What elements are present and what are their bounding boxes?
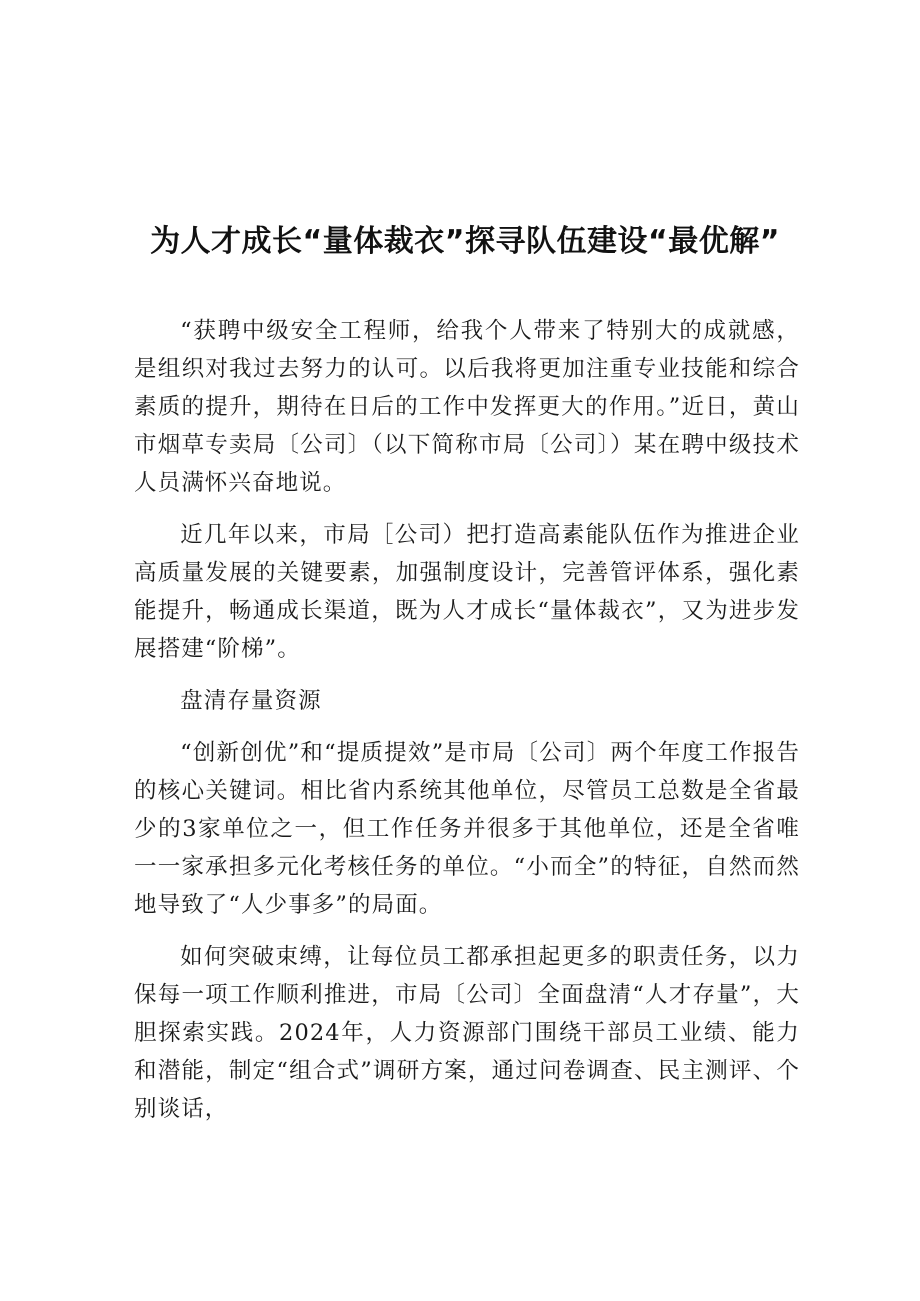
paragraph-overview: 近几年以来，市局［公司）把打造高素能队伍作为推进企业高质量发展的关键要素，加强制度设计，完善管评体系，强化素能提升，畅通成长渠道，既为人才成长“量体裁衣”，又为进步发展搭建“阶梯”。 bbox=[134, 522, 800, 662]
section-heading: 盘清存量资源 bbox=[180, 688, 322, 714]
paragraph-talent-inventory: 如何突破束缚，让每位员工都承担起更多的职责任务，以力保每一项工作顺利推进，市局〔公司〕全面盘清“人才存量”，大胆探索实践。2024年，人力资源部门围绕干部员工业绩、能力和潜能，制定“组合式”调研方案，通过问卷调查、民主测评、个别谈话， bbox=[134, 944, 800, 1122]
article-body bbox=[134, 312, 800, 1142]
article-title: 为人才成长“量体裁衣”探寻队伍建设“最优解” bbox=[150, 224, 780, 259]
paragraph-keywords: “创新创优”和“提质提效”是市局〔公司〕两个年度工作报告的核心关键词。相比省内系统其他单位，尽管员工总数是全省最少的3家单位之一，但工作任务并很多于其他单位，还是全省唯一一家承担多元化考核任务的单位。“小而全”的特征，自然而然地导致了“人少事多”的局面。 bbox=[134, 740, 800, 918]
paragraph-intro-quote: “获聘中级安全工程师，给我个人带来了特别大的成就感，是组织对我过去努力的认可。以后我将更加注重专业技能和综合素质的提升，期待在日后的工作中发挥更大的作用。”近日，黄山市烟草专卖局〔公司〕（以下简称市局〔公司〕）某在聘中级技术人员满怀兴奋地说。 bbox=[134, 318, 800, 496]
